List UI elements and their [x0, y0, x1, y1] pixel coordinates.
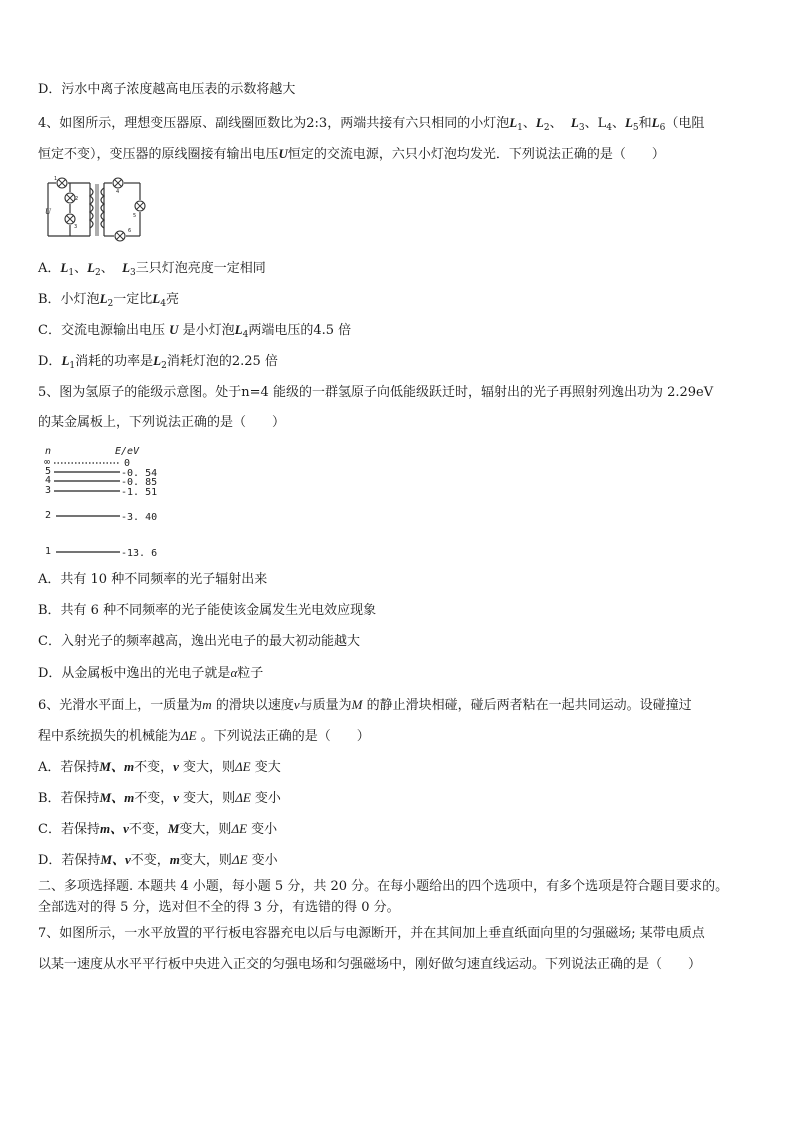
- level-e-1: -13. 6: [121, 548, 158, 559]
- q5-stem-line2: [38, 414, 285, 432]
- text-fragment: 5: [632, 123, 639, 133]
- text-fragment: 、: [522, 116, 536, 131]
- text-fragment: A．: [38, 261, 61, 276]
- text-fragment: 是小灯泡: [182, 323, 235, 338]
- text-fragment: L: [597, 116, 607, 131]
- text-fragment: 4: [160, 299, 166, 309]
- text-fragment: 2: [95, 268, 101, 278]
- text-fragment: 以某一速度从水平平行板中央进入正交的匀强电场和匀强磁场中，刚好做匀速直线运动。下列说法正确的是（ ）: [38, 957, 702, 972]
- text-fragment: 2: [543, 123, 550, 133]
- text-fragment: 7、如图所示，一水平放置的平行板电容器充电以后与电源断开，并在其间加上垂直纸面向里的匀强磁场; 某带电质点: [38, 926, 705, 941]
- text-fragment: 变大，则: [183, 791, 236, 806]
- text-fragment: ΔE: [235, 759, 251, 774]
- level-n-2: 2: [45, 510, 52, 521]
- text-fragment: M、m: [99, 790, 135, 805]
- text-fragment: A．若保持: [38, 760, 100, 775]
- text-fragment: 变大，则: [179, 853, 232, 868]
- text-fragment: 、: [549, 116, 563, 131]
- text-fragment: 1: [68, 268, 75, 278]
- text-fragment: L: [87, 260, 96, 275]
- text-fragment: 变小: [254, 791, 281, 806]
- text-fragment: 、: [584, 116, 598, 131]
- level-e-4: -0. 85: [121, 477, 158, 488]
- q6-stem-line1: [38, 696, 692, 715]
- q5-option-b: [38, 602, 376, 620]
- lamp-number-6: 6: [128, 228, 132, 234]
- text-fragment: D．: [38, 354, 62, 369]
- q4-option-c: [38, 321, 351, 344]
- text-fragment: C．若保持: [38, 822, 100, 837]
- text-fragment: 2: [107, 299, 114, 309]
- q5-option-c: [38, 633, 360, 651]
- text-fragment: 粒子: [237, 666, 264, 681]
- text-fragment: D．污水中离子浓度越高电压表的示数将越大: [38, 82, 296, 97]
- text-fragment: 的滑块以速度: [215, 698, 294, 713]
- level-n-4: 4: [45, 475, 52, 486]
- text-fragment: B．小灯泡: [38, 292, 100, 307]
- q4-option-a: [38, 259, 266, 282]
- q6-option-c: [38, 820, 277, 839]
- text-fragment: 2: [161, 361, 167, 371]
- text-fragment: L: [152, 291, 161, 306]
- text-fragment: B．若保持: [38, 791, 100, 806]
- text-fragment: 变大: [254, 760, 281, 775]
- text-fragment: 一定比: [113, 292, 153, 307]
- energy-level-diagram: [42, 446, 182, 560]
- text-fragment: v: [173, 790, 180, 805]
- text-fragment: 3: [130, 268, 136, 278]
- text-fragment: m、v: [99, 821, 129, 836]
- text-fragment: α: [230, 665, 238, 680]
- text-fragment: 恒定不变），变压器的原线圈接有输出电压: [38, 147, 279, 162]
- text-fragment: ΔE: [231, 852, 248, 867]
- text-fragment: 与质量为: [299, 698, 352, 713]
- text-fragment: L: [624, 115, 633, 130]
- text-fragment: ΔE: [235, 790, 251, 805]
- text-fragment: 亮: [165, 292, 179, 307]
- text-fragment: m: [169, 852, 180, 867]
- text-fragment: 程中系统损失的机械能为: [38, 729, 182, 744]
- text-fragment: A．共有 10 种不同频率的光子辐射出来: [38, 572, 268, 587]
- q4-stem-line2: [38, 145, 665, 164]
- text-fragment: 4、如图所示，理想变压器原、副线圈匝数比为2:3，两端共接有六只相同的小灯泡: [38, 116, 510, 131]
- text-fragment: 、: [74, 261, 88, 276]
- q6-option-d: [38, 851, 278, 870]
- energy-header: E/eV: [115, 446, 140, 457]
- q6-option-b: [38, 789, 281, 808]
- text-fragment: 不变，: [130, 853, 170, 868]
- text-fragment: ΔE: [231, 821, 248, 836]
- level-n-5: 5: [45, 466, 52, 477]
- lamp-number-3: 3: [74, 224, 78, 230]
- level-e-3: -1. 51: [121, 487, 158, 498]
- q3-option-d: [38, 81, 295, 99]
- text-fragment: M: [351, 697, 363, 712]
- level-e-5: -0. 54: [121, 468, 158, 479]
- lamp-number-5: 5: [133, 213, 137, 219]
- text-fragment: L: [153, 353, 162, 368]
- transformer-circuit-figure: [44, 176, 156, 244]
- text-fragment: 变大，则: [183, 760, 236, 775]
- text-fragment: v: [293, 697, 300, 712]
- lamp-number-1: 1: [54, 176, 58, 182]
- text-fragment: U: [169, 322, 179, 337]
- text-fragment: L: [509, 115, 518, 130]
- text-fragment: 6、光滑水平面上，一质量为: [38, 698, 203, 713]
- text-fragment: L: [61, 353, 70, 368]
- q4-stem-line1: [38, 114, 704, 137]
- text-fragment: 不变，: [128, 822, 168, 837]
- text-fragment: 消耗灯泡的2.25 倍: [166, 354, 278, 369]
- voltage-label: U: [45, 207, 51, 216]
- text-fragment: L: [651, 115, 660, 130]
- text-fragment: 、: [611, 116, 625, 131]
- text-fragment: 二、多项选择题. 本题共 4 小题，每小题 5 分，共 20 分。在每小题给出的四个选项中，有多个选项是符合题目要求的。: [38, 879, 729, 894]
- text-fragment: D．若保持: [38, 853, 101, 868]
- q5-option-a: [38, 571, 267, 589]
- text-fragment: L: [60, 260, 69, 275]
- q6-option-a: [38, 758, 281, 777]
- q5-option-d: [38, 664, 263, 683]
- text-fragment: 恒定的交流电源，六只小灯泡均发光．下列说法正确的是（ ）: [287, 147, 665, 162]
- text-fragment: 的某金属板上，下列说法正确的是（ ）: [38, 415, 286, 430]
- text-fragment: 不变，: [134, 760, 174, 775]
- text-fragment: C．入射光子的频率越高，逸出光电子的最大初动能越大: [38, 634, 360, 649]
- q7-stem-line2: [38, 956, 701, 974]
- text-fragment: ΔE: [181, 728, 197, 743]
- text-fragment: 三只灯泡亮度一定相同: [135, 261, 266, 276]
- text-fragment: 两端电压的4.5 倍: [248, 323, 352, 338]
- text-fragment: M、v: [100, 852, 131, 867]
- text-fragment: L: [99, 291, 108, 306]
- text-fragment: U: [278, 146, 288, 161]
- q4-option-b: [38, 290, 179, 313]
- text-fragment: 3: [578, 123, 585, 133]
- text-fragment: 5、图为氢原子的能级示意图。处于n=4 能级的一群氢原子向低能级跃迁时，辐射出的光子再照射列逸出功为 2.29eV: [38, 385, 714, 400]
- lamp-number-4: 4: [116, 189, 120, 195]
- text-fragment: 和: [638, 116, 652, 131]
- q4-option-d: [38, 352, 278, 375]
- lamp-number-2: 2: [75, 196, 79, 202]
- n-header: n: [45, 446, 52, 457]
- text-fragment: L: [122, 260, 131, 275]
- text-fragment: 6: [659, 123, 666, 133]
- text-fragment: D．从金属板中逸出的光电子就是: [38, 666, 231, 681]
- text-fragment: 的静止滑块相碰，碰后两者粘在一起共同运动。设碰撞过: [366, 698, 692, 713]
- text-fragment: 不变，: [134, 791, 174, 806]
- level-e-inf: 0: [124, 458, 131, 469]
- text-fragment: m: [202, 697, 212, 712]
- text-fragment: 变大，则: [179, 822, 232, 837]
- text-fragment: 全部选对的得 5 分，选对但不全的得 3 分，有选错的得 0 分。: [38, 900, 400, 915]
- text-fragment: 变小: [251, 853, 278, 868]
- text-fragment: L: [535, 115, 544, 130]
- text-fragment: （电阻: [665, 116, 705, 131]
- section2-instructions-line2: [38, 899, 400, 917]
- text-fragment: 1: [517, 123, 523, 133]
- text-fragment: 1: [69, 361, 76, 371]
- level-n-1: 1: [45, 546, 52, 557]
- text-fragment: L: [234, 322, 243, 337]
- level-e-2: -3. 40: [121, 512, 158, 523]
- text-fragment: L: [570, 115, 579, 130]
- q5-stem-line1: [38, 384, 713, 402]
- text-fragment: C．交流电源输出电压: [38, 323, 165, 338]
- level-n-inf: ∞: [44, 457, 51, 468]
- text-fragment: 4: [242, 330, 249, 340]
- text-fragment: 。下列说法正确的是（ ）: [200, 729, 370, 744]
- text-fragment: v: [173, 759, 179, 774]
- text-fragment: 4: [606, 123, 612, 133]
- level-n-3: 3: [45, 485, 52, 496]
- text-fragment: M、m: [99, 759, 135, 774]
- text-fragment: 消耗的功率是: [75, 354, 154, 369]
- text-fragment: M: [167, 821, 180, 836]
- section2-instructions-line1: [38, 878, 728, 896]
- q6-stem-line2: [38, 727, 370, 746]
- q7-stem-line1: [38, 925, 705, 943]
- text-fragment: 、: [100, 261, 114, 276]
- text-fragment: 变小: [251, 822, 278, 837]
- text-fragment: B．共有 6 种不同频率的光子能使该金属发生光电效应现象: [38, 603, 377, 618]
